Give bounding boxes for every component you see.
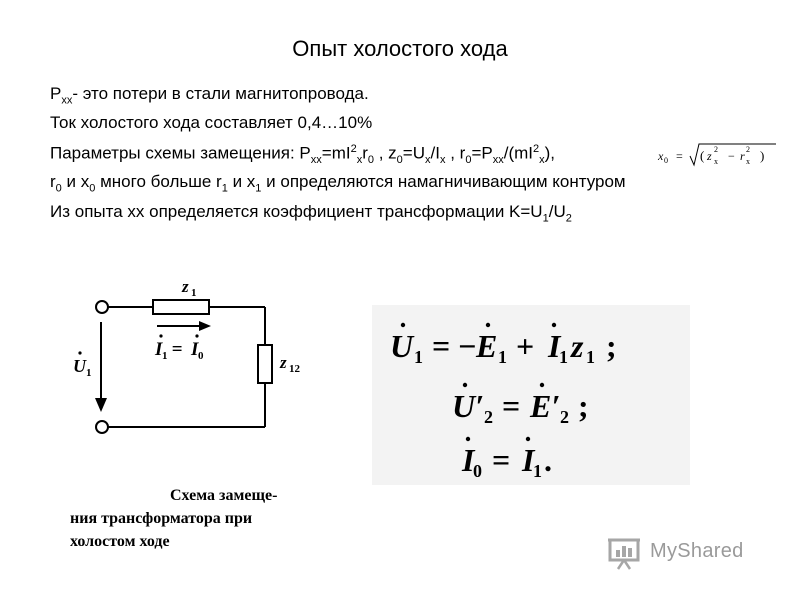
formula-r: r [740,149,745,163]
eq2-eq: = [494,388,529,424]
text-frag: , r [445,143,466,163]
subscript: 0 [396,154,403,167]
subscript: хх [310,154,322,167]
eq1-i-sub: 1 [559,347,568,367]
text-frag: и x [61,172,90,191]
eq2-e: E′ [530,388,561,424]
text-frag: =U [402,143,426,163]
caption-line: холостом ходе [70,533,170,550]
presentation-board-icon [607,536,643,575]
text-frag: P [50,84,62,103]
eq3-i1-sub: 1 [533,461,542,481]
subscript: 1 [255,182,262,195]
eq1-e-sub: 1 [498,347,507,367]
eq2-semicolon: ; [570,388,589,424]
eq1-z-sub: 1 [586,347,595,367]
eq3-i1: I [522,442,535,478]
caption-line: Схема замеще- [170,487,278,504]
logo-svg [607,536,643,570]
subscript: 0 [89,182,96,195]
formula-paren-close: ) [760,148,765,163]
dot-i1 [159,334,162,337]
text-frag: r [50,172,56,191]
text-frag: /I [430,143,440,163]
text-frag: , z [374,143,397,163]
text-frag: /(mI [503,143,533,163]
subscript: хх [61,94,73,107]
text-frag: Из опыта хх определяется коэффициент трансформации K=U [50,202,543,221]
subscript: 0 [55,182,62,195]
subscript: x [539,154,545,167]
label-i0: I [191,339,199,360]
equation-1 [390,328,617,367]
formula-z: z [707,149,712,163]
overdot [552,323,556,327]
dot-i0 [195,334,198,337]
terminal-top [96,301,108,313]
equations-svg [372,305,690,485]
text-frag: r [362,143,368,163]
label-i1: I [155,339,163,360]
text-frag: /U [548,202,566,221]
eq3-period: . [544,442,552,478]
eq1-plus: + [508,328,543,364]
formula-x0-svg [650,141,782,169]
slide-title: Опыт холостого хода [292,36,508,61]
text-frag: - это потери в стали магнитопровода. [72,84,369,103]
label-u1-sub: 1 [86,367,92,379]
equation-3 [461,442,552,481]
resistor-z1 [153,300,209,314]
label-z1: z [182,277,189,296]
equivalent-circuit [55,270,325,455]
overdot [526,437,530,441]
overdot [486,323,490,327]
subscript: x [425,154,431,167]
subscript: х [356,154,363,167]
equations-panel [372,305,690,485]
formula-z-sup: 2 [714,145,718,154]
overdot [466,437,470,441]
formula-r-sup: 2 [746,145,750,154]
text-line-ratio [50,202,572,224]
current-arrow-head [199,321,211,331]
formula-lhs-sub: 0 [664,156,668,165]
overdot [463,383,467,387]
circuit-svg [55,270,325,450]
dot-u1 [78,351,81,354]
voltage-arrow-head [95,398,107,412]
subscript: 1 [542,212,549,225]
formula-paren-open: ( [700,148,705,163]
eq1-u: U [390,328,414,364]
subscript: xx [492,154,504,167]
circuit-caption [70,484,277,553]
terminal-bottom [96,421,108,433]
equation-2 [452,388,589,427]
subscript: x [439,154,446,167]
subscript: 2 [565,212,572,225]
eq1-i: I [548,328,561,364]
text-frag: ), [544,143,556,163]
label-z12: z [280,353,287,372]
text-frag: и определяются намагничивающим контуром [261,172,626,191]
label-i-equals: = [167,339,188,360]
bar [628,548,632,557]
formula-z-sub: x [714,157,718,166]
eq1-z: z [571,328,584,364]
overdot [401,323,405,327]
eq3-eq: = [484,442,519,478]
formula-lhs: x [658,149,664,163]
subscript: 0 [465,154,472,167]
bar [622,546,626,557]
eq3-i0-sub: 0 [473,461,482,481]
text-frag: Параметры схемы замещения: Р [50,143,311,163]
eq2-u: U′ [452,388,485,424]
overdot [540,383,544,387]
text-frag: много больше r [95,172,222,191]
superscript: 2 [350,143,357,155]
formula-r-sub: x [746,157,750,166]
formula-eq: = [676,149,683,163]
text-frag: =mI [321,143,351,163]
superscript: 2 [533,143,540,155]
label-i1-sub: 1 [162,350,168,362]
eq1-e: E [476,328,498,364]
eq1-eq: = − [424,328,477,364]
label-z12-sub: 12 [289,363,300,375]
text-frag: =P [471,143,493,163]
text-line-magnetizing [50,172,626,194]
bar [616,550,620,557]
eq1-u-sub: 1 [414,347,423,367]
text-line-losses [50,84,369,106]
formula-x0 [650,141,782,174]
subscript: 1 [221,182,228,195]
caption-line: ния трансформатора при [70,510,253,527]
text-frag: и x [227,172,256,191]
watermark-text: MyShared [650,540,744,562]
text-line-current: Ток холостого хода составляет 0,4…10% [50,113,373,132]
subscript: 0 [367,154,374,167]
label-u1: U [73,356,86,376]
eq3-i0: I [462,442,475,478]
label-z1-sub: 1 [191,287,197,299]
resistor-z12 [258,345,272,383]
eq2-e-sub: 2 [560,407,569,427]
eq2-u-sub: 2 [484,407,493,427]
formula-minus: − [728,149,735,163]
label-i0-sub: 0 [198,350,204,362]
eq1-semicolon: ; [598,328,617,364]
text-line-parameters [50,143,555,166]
